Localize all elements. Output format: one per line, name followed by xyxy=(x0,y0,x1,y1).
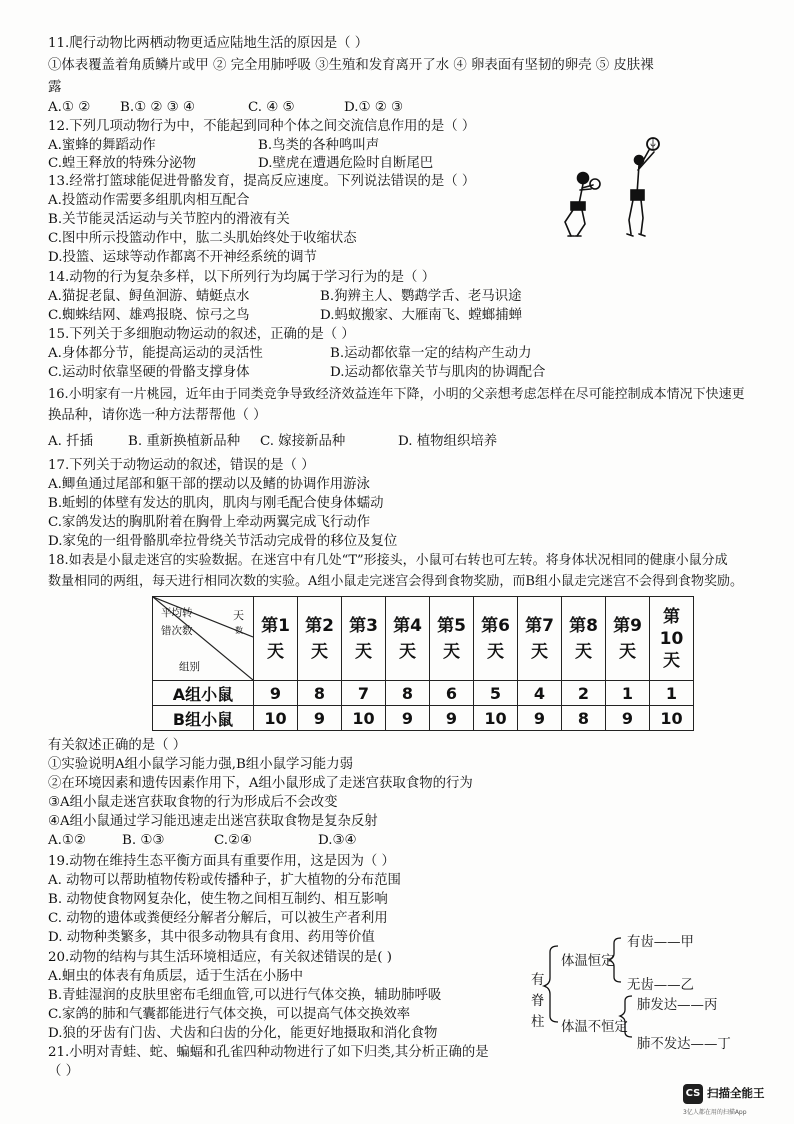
table-cell: 1 xyxy=(650,681,694,706)
camscanner-logo-icon: CS xyxy=(683,1084,703,1104)
maze-data-table xyxy=(152,596,694,731)
q21-stem: 21.小明对青蛙、蛇、蝙蝠和孔雀四种动物进行了如下归类,其分析正确的是 xyxy=(48,1045,489,1060)
table-corner-header xyxy=(153,597,254,681)
option-b[interactable]: B.狗辨主人、鹦鹉学舌、老马识途 xyxy=(320,289,522,304)
table-cell: 9 xyxy=(386,706,430,731)
q14-stem: 14.动物的行为复杂多样，以下所列行为均属于学习行为的是（ ） xyxy=(48,270,436,285)
classification-constant-temp: 体温恒定 xyxy=(561,954,615,969)
table-cell: 5 xyxy=(474,681,518,706)
option-a[interactable]: A.蜜蜂的舞蹈动作 xyxy=(48,138,156,153)
option-c[interactable]: C.蜘蛛结网、雄鸡报晓、惊弓之鸟 xyxy=(48,308,250,323)
q18-item-3: ③A组小鼠走迷宫获取食物的行为形成后不会改变 xyxy=(48,795,338,810)
row-label: B组小鼠 xyxy=(153,706,254,731)
option-c[interactable]: C.运动时依靠坚硬的骨骼支撑身体 xyxy=(48,365,250,380)
day-9-header: 第9 天 xyxy=(606,597,650,681)
classification-leaf-bing: 肺发达——丙 xyxy=(637,998,718,1013)
q13-stem: 13.经常打篮球能促进骨骼发育，提高反应速度。下列说法错误的是（ ） xyxy=(48,174,476,189)
q12-stem: 12.下列几项动物行为中，不能起到同种个体之间交流信息作用的是（ ） xyxy=(48,119,476,134)
classification-variable-temp: 体温不恒定 xyxy=(561,1020,628,1035)
day-10-header: 第 10 天 xyxy=(650,597,694,681)
q17-option-b[interactable]: B.蚯蚓的体壁有发达的肌肉，肌肉与刚毛配合使身体蠕动 xyxy=(48,496,384,511)
option-b[interactable]: B.鸟类的各种鸣叫声 xyxy=(258,138,380,153)
option-b[interactable]: B. ①③ xyxy=(122,833,165,848)
table-row-a xyxy=(153,681,694,706)
table-cell: 10 xyxy=(342,706,386,731)
q17-option-a[interactable]: A.鲫鱼通过尾部和躯干部的摆动以及鳍的协调作用游泳 xyxy=(48,477,370,492)
row-label: A组小鼠 xyxy=(153,681,254,706)
corner-label-day: 天 xyxy=(233,609,244,622)
option-b[interactable]: B.① ② ③ ④ xyxy=(120,100,195,115)
camscanner-name: 扫描全能王 xyxy=(707,1086,765,1100)
table-cell: 9 xyxy=(430,706,474,731)
table-cell: 8 xyxy=(298,681,342,706)
q17-stem: 17.下列关于动物运动的叙述，错误的是（ ） xyxy=(48,458,315,473)
table-cell: 9 xyxy=(254,681,298,706)
corner-label-mid: 错次数 xyxy=(161,625,193,637)
q16-stem: 16.小明家有一片桃园，近年由于同类竞争导致经济效益连年下降，小明的父亲想考虑怎样在尽可能控制成本情况下快速更 xyxy=(48,387,745,402)
q19-stem: 19.动物在维持生态平衡方面具有重要作用，这是因为（ ） xyxy=(48,854,395,869)
table-cell: 10 xyxy=(650,706,694,731)
q19-option-b[interactable]: B. 动物使食物网复杂化，使生物之间相互制约、相互影响 xyxy=(48,892,388,907)
q17-option-d[interactable]: D.家兔的一组骨骼肌牵拉骨绕关节活动完成骨的移位及复位 xyxy=(48,534,398,549)
q11-items: ①体表覆盖着角质鳞片或甲 ② 完全用肺呼吸 ③生殖和发育离开了水 ④ 卵表面有坚韧的卵壳 ⑤ 皮肤裸 xyxy=(48,58,654,73)
day-8-header: 第8 天 xyxy=(562,597,606,681)
table-cell: 2 xyxy=(562,681,606,706)
day-6-header: 第6 天 xyxy=(474,597,518,681)
q19-option-d[interactable]: D. 动物种类繁多，其中很多动物具有食用、药用等价值 xyxy=(48,930,375,945)
table-cell: 10 xyxy=(254,706,298,731)
table-cell: 4 xyxy=(518,681,562,706)
q18-after: 有关叙述正确的是（ ） xyxy=(48,738,187,753)
option-d[interactable]: D.① ② ③ xyxy=(344,100,404,115)
q18-stem: 18.如表是小鼠走迷宫的实验数据。在迷宫中有几处“T”形接头，小鼠可右转也可左转。将身体状况相同的健康小鼠分成 xyxy=(48,553,728,568)
q16-stem-cont: 换品种，请你选一种方法帮帮他（ ） xyxy=(48,408,267,423)
table-cell: 9 xyxy=(606,706,650,731)
q20-option-b[interactable]: B.青蛙湿润的皮肤里密布毛细血管,可以进行气体交换，辅助肺呼吸 xyxy=(48,988,442,1003)
camscanner-tagline: 3亿人都在用的扫描App xyxy=(683,1109,747,1116)
q11-items-cont: 露 xyxy=(48,80,62,95)
camscanner-watermark xyxy=(683,1080,787,1116)
q18-item-1: ①实验说明A组小鼠学习能力强,B组小鼠学习能力弱 xyxy=(48,757,353,772)
table-cell: 8 xyxy=(562,706,606,731)
q20-stem: 20.动物的结构与其生活环境相适应，有关叙述错误的是( ) xyxy=(48,950,392,965)
option-c[interactable]: C. ④ ⑤ xyxy=(248,100,295,115)
table-cell: 8 xyxy=(386,681,430,706)
q20-option-d[interactable]: D.狼的牙齿有门齿、犬齿和臼齿的分化，能更好地摄取和消化食物 xyxy=(48,1026,438,1041)
classification-leaf-ding: 肺不发达——丁 xyxy=(637,1037,731,1052)
q19-option-a[interactable]: A. 动物可以帮助植物传粉或传播种子，扩大植物的分布范围 xyxy=(48,873,401,888)
q18-item-2: ②在环境因素和遗传因素作用下，A组小鼠形成了走迷宫获取食物的行为 xyxy=(48,776,473,791)
option-a[interactable]: A.身体都分节，能提高运动的灵活性 xyxy=(48,346,263,361)
option-a[interactable]: A.猫捉老鼠、鲟鱼洄游、蜻蜓点水 xyxy=(48,289,250,304)
option-d[interactable]: D.运动都依靠关节与肌肉的协调配合 xyxy=(330,365,546,380)
q18-stem-cont: 数量相同的两组，每天进行相同次数的实验。A组小鼠走完迷宫会得到食物奖励，而B组小鼠走完迷宫不会得到食物奖励。 xyxy=(48,574,743,589)
q13-option-d[interactable]: D.投篮、运球等动作都离不开神经系统的调节 xyxy=(48,250,317,265)
option-a[interactable]: A. 扦插 xyxy=(48,434,93,449)
option-d[interactable]: D.蚂蚁搬家、大雁南飞、螳螂捕蝉 xyxy=(320,308,522,323)
option-d[interactable]: D.壁虎在遭遇危险时自断尾巴 xyxy=(258,156,434,171)
table-cell: 6 xyxy=(430,681,474,706)
corner-label-top: 平均转 xyxy=(161,607,193,619)
q18-item-4: ④A组小鼠通过学习能迅速走出迷宫获取食物是复杂反射 xyxy=(48,814,378,829)
classification-root: 有 脊 柱 xyxy=(531,973,545,1030)
q20-option-c[interactable]: C.家鸽的肺和气囊都能进行气体交换，可以提高气体交换效率 xyxy=(48,1007,411,1022)
day-2-header: 第2 天 xyxy=(298,597,342,681)
option-d[interactable]: D. 植物组织培养 xyxy=(398,434,498,449)
table-row-b xyxy=(153,706,694,731)
q20-option-a[interactable]: A.蛔虫的体表有角质层，适于生活在小肠中 xyxy=(48,969,303,984)
table-cell: 9 xyxy=(298,706,342,731)
option-a[interactable]: A.①② xyxy=(48,833,86,848)
q17-option-c[interactable]: C.家鸽发达的胸肌附着在胸骨上牵动两翼完成飞行动作 xyxy=(48,515,371,530)
option-c[interactable]: C.②④ xyxy=(214,833,253,848)
q15-stem: 15.下列关于多细胞动物运动的叙述，正确的是（ ） xyxy=(48,327,355,342)
table-cell: 1 xyxy=(606,681,650,706)
option-c[interactable]: C. 嫁接新品种 xyxy=(260,434,346,449)
q13-option-c[interactable]: C.图中所示投篮动作中，肱二头肌始终处于收缩状态 xyxy=(48,231,357,246)
corner-label-group: 组别 xyxy=(179,661,200,673)
option-c[interactable]: C.蝗王释放的特殊分泌物 xyxy=(48,156,196,171)
table-cell: 7 xyxy=(342,681,386,706)
day-4-header: 第4 天 xyxy=(386,597,430,681)
classification-leaf-yi: 无齿——乙 xyxy=(627,978,694,993)
q21-stem-cont: （ ） xyxy=(48,1064,80,1079)
table-cell: 9 xyxy=(518,706,562,731)
q13-option-b[interactable]: B.关节能灵活运动与关节腔内的滑液有关 xyxy=(48,212,290,227)
table-cell: 10 xyxy=(474,706,518,731)
option-b[interactable]: B. 重新换植新品种 xyxy=(128,434,241,449)
day-5-header: 第5 天 xyxy=(430,597,474,681)
basketball-player-illustration xyxy=(555,132,680,244)
q19-option-c[interactable]: C. 动物的遗体或粪便经分解者分解后，可以被生产者利用 xyxy=(48,911,388,926)
day-3-header: 第3 天 xyxy=(342,597,386,681)
classification-leaf-jia: 有齿——甲 xyxy=(627,935,694,950)
q11-stem: 11.爬行动物比两栖动物更适应陆地生活的原因是（ ） xyxy=(48,36,369,51)
day-7-header: 第7 天 xyxy=(518,597,562,681)
option-a[interactable]: A.① ② xyxy=(48,100,91,115)
corner-label-day2: 数 xyxy=(235,626,243,635)
option-b[interactable]: B.运动都依靠一定的结构产生动力 xyxy=(330,346,532,361)
day-1-header: 第1 天 xyxy=(254,597,298,681)
q13-option-a[interactable]: A.投篮动作需要多组肌肉相互配合 xyxy=(48,193,250,208)
option-d[interactable]: D.③④ xyxy=(318,833,357,848)
